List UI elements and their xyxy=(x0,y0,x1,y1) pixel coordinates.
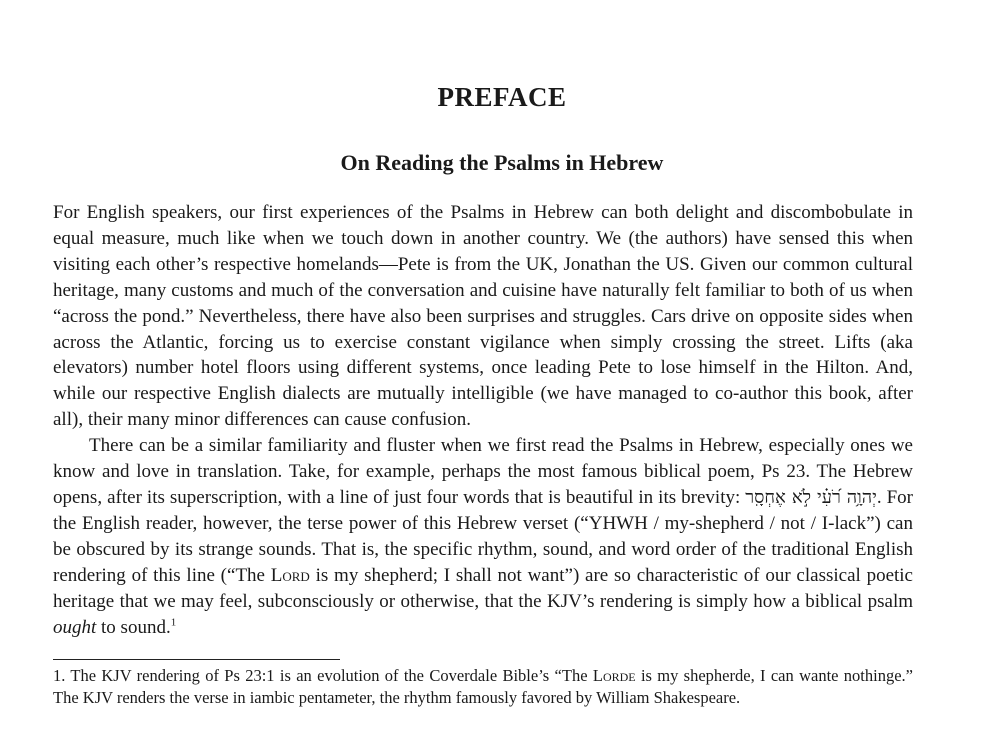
footnote-text-a: 1. The KJV rendering of Ps 23:1 is an evolution of the Coverdale Bible’s “The xyxy=(53,666,593,685)
emphasis-ought: ought xyxy=(53,616,97,638)
paragraph-2-text-b: . For the English reader, however, the terse power of this Hebrew verset (“YHWH / my-shepherd / not / I-lack”) can be obscured by its strange sounds. That is, the specific rhythm, sound, and word order of the traditional English rendering of this line (“The xyxy=(53,486,913,586)
footnote xyxy=(53,665,913,709)
lorde-small-caps: Lorde xyxy=(592,666,636,685)
lord-small-caps: Lord xyxy=(270,564,310,586)
footnote-text-b: is my shepherde, I can wante nothinge.” The KJV renders the verse in iambic pentameter, the rhythm famously favored by William Shakespeare. xyxy=(53,666,913,707)
paragraph-2-text-c: is my shepherd; I shall not want”) are so characteristic of our classical poetic heritage that we may feel, subconsciously or otherwise, that the KJV’s rendering is simply how a biblical psalm xyxy=(53,564,913,612)
paragraph-1: For English speakers, our first experiences of the Psalms in Hebrew can both delight and discombobulate in equal measure, much like when we touch down in another country. We (the authors) have sensed this when visiting each other’s respective homelands—Pete is from the UK, Jonathan the US. Given our common cultural heritage, many customs and much of the conversation and cuisine have naturally felt familiar to both of us when “across the pond.” Nevertheless, there have also been surprises and struggles. Cars drive on opposite sides when across the Atlantic, forcing us to exercise constant vigilance when simply crossing the street. Lifts (aka elevators) number hotel floors using different systems, once leading Pete to lose himself in the Hilton. And, while our respective English dialects are mutually intelligible (we have managed to co-author this book, after all), their many minor differences can cause confusion. xyxy=(53,202,913,431)
footnote-divider xyxy=(53,659,340,660)
paragraph-2-text-d: to sound. xyxy=(96,616,171,638)
hebrew-verse: יְהוָ֥ה רֹ֝עִ֗י לֹ֣א אֶחְסָֽר xyxy=(745,486,877,508)
section-subtitle: On Reading the Psalms in Hebrew xyxy=(340,150,664,175)
paragraph-2-text-a: There can be a similar familiarity and fluster when we first read the Psalms in Hebrew, especially ones we know and love in translation. Take, for example, perhaps the most famous biblical poem, Ps 23. The Hebrew opens, after its superscription, with a line of just four words that is beautiful in its brevity: xyxy=(53,435,913,508)
paragraph-2 xyxy=(53,433,913,640)
body-text xyxy=(53,200,913,640)
footnote-reference[interactable]: 1 xyxy=(170,616,177,629)
page-title: PREFACE xyxy=(437,82,567,112)
